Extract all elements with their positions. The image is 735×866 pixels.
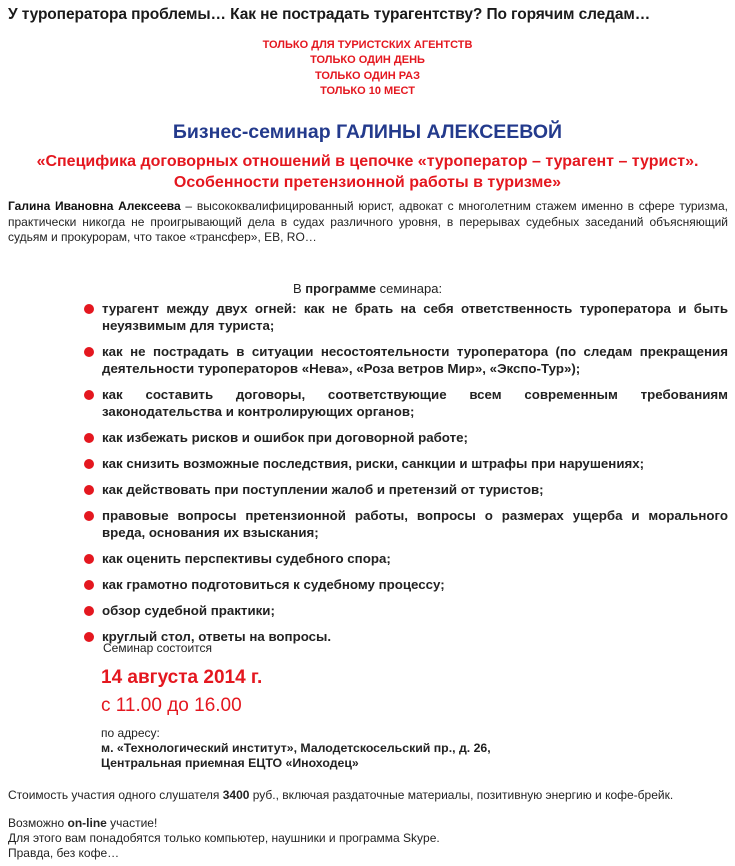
headline: У туроператора проблемы… Как не пострадать турагентству? По горячим следам… [8, 6, 651, 23]
online-bold: on-line [67, 816, 107, 830]
bullet-icon [84, 511, 94, 521]
list-item-text: как снизить возможные последствия, риски, санкции и штрафы при нарушениях; [102, 456, 645, 471]
event-time: с 11.00 до 16.00 [101, 695, 242, 716]
list-item-text: обзор судебной практики; [102, 603, 275, 618]
restrictions-block [0, 38, 735, 100]
list-item [82, 386, 728, 420]
list-item-text: круглый стол, ответы на вопросы. [102, 629, 332, 644]
list-item [82, 602, 728, 619]
online-line-1 [8, 816, 440, 831]
online-prefix: Возможно [8, 816, 68, 830]
restriction-line: ТОЛЬКО ОДИН ДЕНЬ [310, 54, 425, 67]
bullet-icon [84, 304, 94, 314]
list-item-text: как оценить перспективы судебного спора; [102, 551, 391, 566]
seminar-title: Бизнес-семинар ГАЛИНЫ АЛЕКСЕЕВОЙ [172, 121, 563, 143]
online-line-2: Для этого вам понадобятся только компьютер, наушники и программа Skype. [8, 831, 440, 845]
list-item-text: как не пострадать в ситуации несостоятельности туроператора (по следам прекращения деятельности туроператоров «Нева», «Роза ветров Мир», «Экспо-Тур»); [102, 344, 728, 376]
seminar-subtitle [0, 151, 735, 193]
list-item [82, 343, 728, 377]
program-heading [0, 281, 735, 296]
program-list [82, 300, 728, 654]
speaker-name: Галина Ивановна Алексеева [8, 199, 181, 213]
bullet-icon [84, 390, 94, 400]
cost-info [8, 788, 673, 802]
event-address [101, 741, 491, 771]
list-item-text: как избежать рисков и ошибок при договорной работе; [102, 430, 468, 445]
online-info [8, 816, 440, 861]
restriction-line: ТОЛЬКО ДЛЯ ТУРИСТСКИХ АГЕНТСТВ [262, 39, 473, 51]
cost-amount: 3400 [222, 788, 250, 802]
bullet-icon [84, 433, 94, 443]
program-heading-bold: программе [305, 281, 377, 296]
program-heading-suffix: семинара: [376, 281, 443, 296]
address-line-2: Центральная приемная ЕЦТО «Иноходец» [101, 756, 359, 770]
list-item-text: правовые вопросы претензионной работы, вопросы о размерах ущерба и морального вреда, основания их взыскания; [102, 508, 728, 540]
speaker-bio [8, 199, 728, 246]
online-line-3: Правда, без кофе… [8, 846, 120, 860]
bullet-icon [84, 632, 94, 642]
bullet-icon [84, 580, 94, 590]
list-item-text: как действовать при поступлении жалоб и претензий от туристов; [102, 482, 544, 497]
cost-suffix: руб., включая раздаточные материалы, позитивную энергию и кофе-брейк. [249, 788, 674, 802]
list-item [82, 481, 728, 498]
list-item [82, 576, 728, 593]
restriction-line: ТОЛЬКО ОДИН РАЗ [314, 69, 421, 82]
event-date: 14 августа 2014 г. [101, 667, 263, 688]
list-item [82, 429, 728, 446]
cost-prefix: Стоимость участия одного слушателя [8, 788, 223, 802]
bullet-icon [84, 606, 94, 616]
bullet-icon [84, 554, 94, 564]
list-item [82, 300, 728, 334]
bullet-icon [84, 347, 94, 357]
online-suffix: участие! [106, 816, 158, 830]
address-label: по адресу: [101, 726, 160, 740]
subtitle-line-2: Особенности претензионной работы в туризме» [173, 174, 562, 191]
list-item [82, 507, 728, 541]
bullet-icon [84, 485, 94, 495]
address-line-1: м. «Технологический институт», Малодетскосельский пр., д. 26, [101, 741, 491, 755]
list-item [82, 455, 728, 472]
list-item-text: турагент между двух огней: как не брать на себя ответственность туроператора и быть неуязвимым для туриста; [102, 301, 728, 333]
bullet-icon [84, 459, 94, 469]
event-intro: Семинар состоится [103, 641, 213, 655]
program-heading-prefix: В [292, 281, 306, 296]
subtitle-line-1: «Специфика договорных отношений в цепочке «туроператор – турагент – турист». [36, 153, 699, 170]
restriction-line: ТОЛЬКО 10 МЕСТ [320, 85, 415, 98]
speaker-description: – высококвалифицированный юрист, адвокат с многолетним стажем именно в сфере туризма, практически никогда не проигрывающий дела в судах различного уровня, в перерывах судебных заседаний объясняющий судьям и прокурорам, что такое «трансфер», EB, RO… [8, 199, 728, 244]
list-item-text: как грамотно подготовиться к судебному процессу; [102, 577, 445, 592]
list-item [82, 550, 728, 567]
list-item-text: как составить договоры, соответствующие всем современным требованиям законодательства и контролирующих органов; [102, 387, 728, 419]
